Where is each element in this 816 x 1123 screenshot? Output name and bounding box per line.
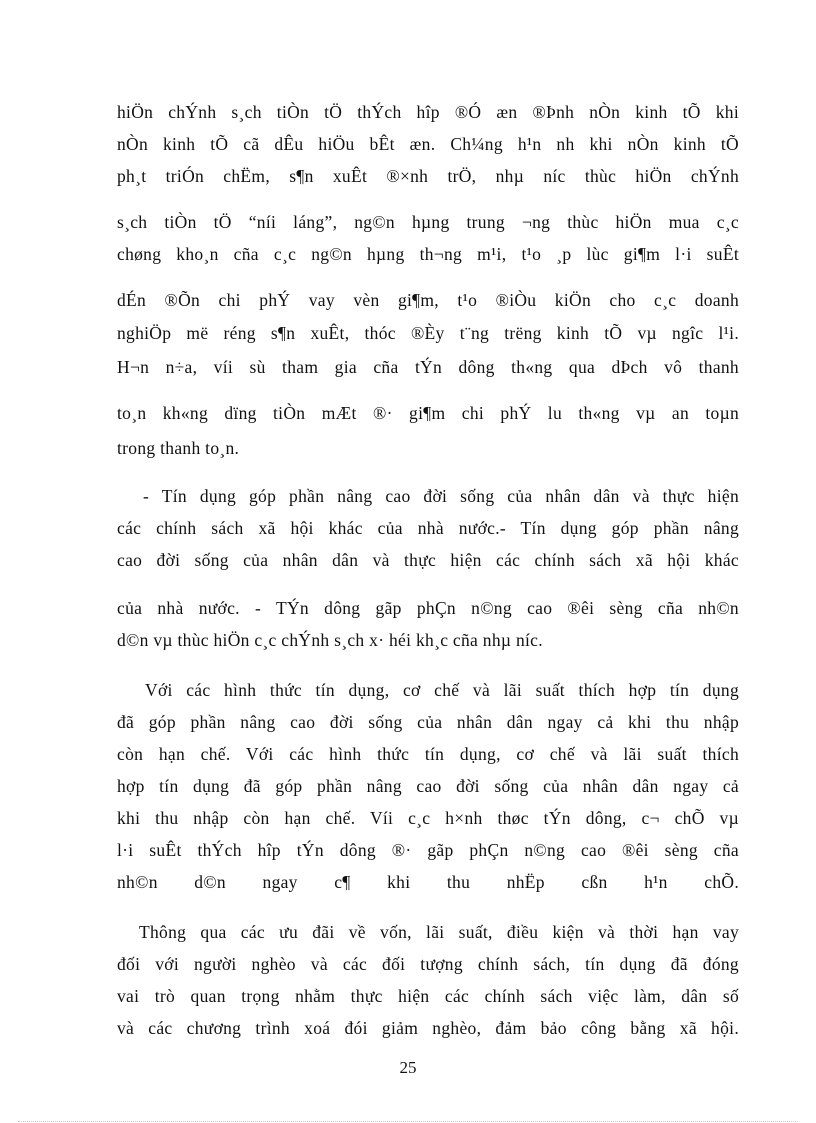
text-line: đối với người nghèo và các đối tượng chính sách, tín dụng đã đóng (117, 954, 739, 974)
text-line: nghiÖp më réng s¶n xuÊt, thóc ®Èy t¨ng trëng kinh tÕ vµ ngîc l¹i. (117, 323, 739, 343)
text-line: - Tín dụng góp phần nâng cao đời sống của nhân dân và thực hiện (143, 486, 739, 506)
text-line: Thông qua các ưu đãi về vốn, lãi suất, điều kiện và thời hạn vay (139, 922, 739, 942)
text-line: nh©n d©n ngay c¶ khi thu nhËp cßn h¹n chÕ. (117, 872, 739, 892)
text-line: còn hạn chế. Với các hình thức tín dụng, cơ chế và lãi suất thích (117, 744, 739, 764)
text-line: của nhà nước. - TÝn dông gãp phÇn n©ng cao ®êi sèng cña nh©n (117, 598, 739, 618)
text-line: cao đời sống của nhân dân và thực hiện các chính sách xã hội khác (117, 550, 739, 570)
text-line: to¸n kh«ng dïng tiÒn mÆt ®· gi¶m chi phÝ lu th«ng vµ an toµn (117, 403, 739, 423)
text-line: l·i suÊt thÝch hîp tÝn dông ®· gãp phÇn n©ng cao ®êi sèng cña (117, 840, 739, 860)
text-line: đã góp phần nâng cao đời sống của nhân dân ngay cả khi thu nhập (117, 712, 739, 732)
text-line: trong thanh to¸n. (117, 438, 240, 458)
text-line: d©n vµ thùc hiÖn c¸c chÝnh s¸ch x· héi kh¸c cña nhµ níc. (117, 630, 543, 650)
text-line: ph¸t triÓn chËm, s¶n xuÊt ®×nh trÖ, nhµ níc thùc hiÖn chÝnh (117, 166, 739, 186)
text-line: nÒn kinh tÕ cã dÊu hiÖu bÊt æn. Ch¼ng h¹n nh khi nÒn kinh tÕ (117, 134, 739, 154)
text-line: các chính sách xã hội khác của nhà nước.- Tín dụng góp phần nâng (117, 518, 739, 538)
text-line: chøng kho¸n cña c¸c ng©n hµng th¬ng m¹i, t¹o ¸p lùc gi¶m l·i suÊt (117, 244, 739, 264)
text-line: Với các hình thức tín dụng, cơ chế và lãi suất thích hợp tín dụng (145, 680, 739, 700)
page-number: 25 (399, 1058, 417, 1077)
text-line: khi thu nhập còn hạn chế. Víi c¸c h×nh thøc tÝn dông, c¬ chÕ vµ (117, 808, 739, 828)
text-line: hợp tín dụng đã góp phần nâng cao đời sống của nhân dân ngay cả (117, 776, 739, 796)
text-line: và các chương trình xoá đói giảm nghèo, đảm bảo công bằng xã hội. (117, 1018, 739, 1038)
page-edge-divider (18, 1121, 798, 1122)
text-line: vai trò quan trọng nhằm thực hiện các chính sách việc làm, dân số (117, 986, 739, 1006)
text-line: dÉn ®Õn chi phÝ vay vèn gi¶m, t¹o ®iÒu kiÖn cho c¸c doanh (117, 290, 739, 310)
text-line: hiÖn chÝnh s¸ch tiÒn tÖ thÝch hîp ®Ó æn ®Þnh nÒn kinh tÕ khi (117, 102, 739, 122)
text-line: s¸ch tiÒn tÖ “níi láng”, ng©n hµng trung ¬ng thùc hiÖn mua c¸c (117, 212, 739, 232)
text-line: H¬n n÷a, víi sù tham gia cña tÝn dông th«ng qua dÞch vô thanh (117, 357, 739, 377)
